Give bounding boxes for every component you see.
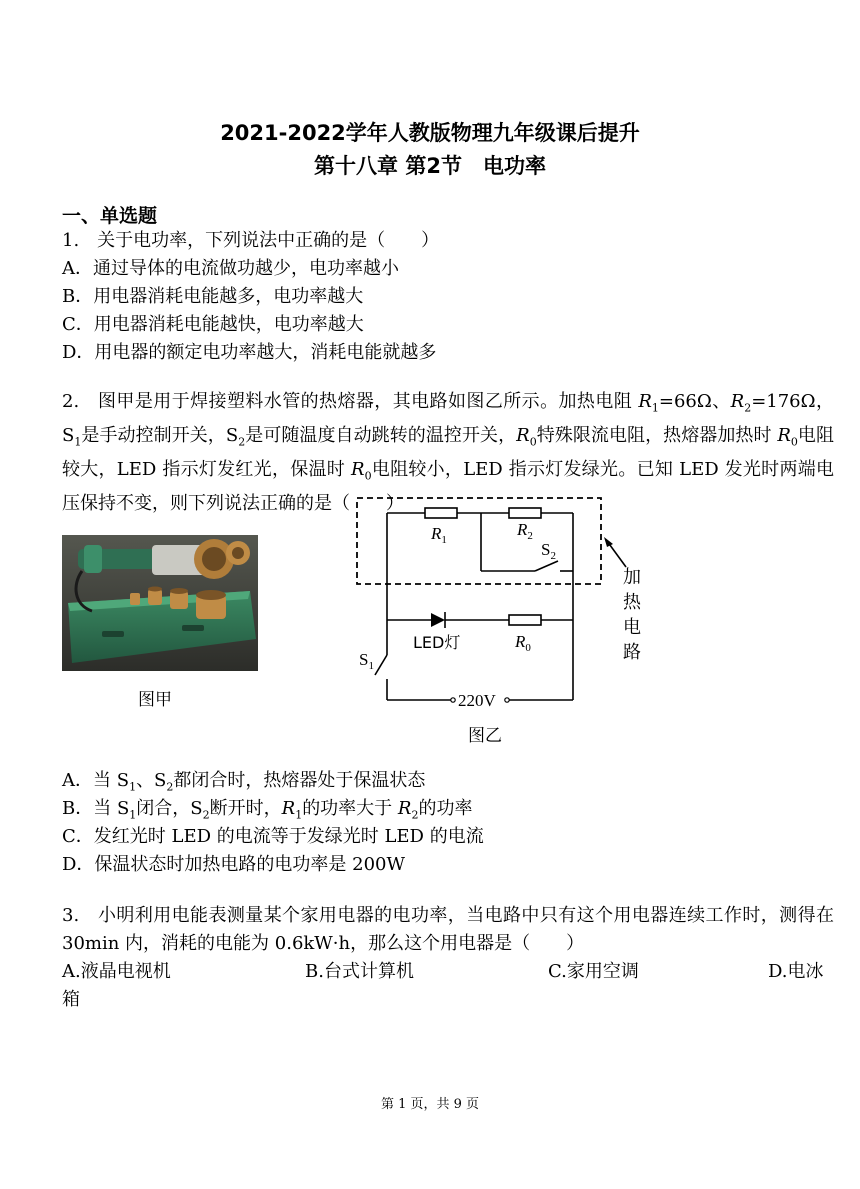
svg-text:220V: 220V <box>458 691 496 710</box>
q2-option-b: B．当 $S_1$闭合，$S_2$断开时，$R_1$的功率大于 $R_2$的功率 <box>62 798 473 822</box>
document-title-line1: 2021-2022学年人教版物理九年级课后提升 <box>220 121 640 145</box>
figure-a-caption: 图甲 <box>138 690 172 710</box>
q1-option-a: A．通过导体的电流做功越少，电功率越小 <box>62 258 399 279</box>
q1-option-c: C．用电器消耗电能越快，电功率越大 <box>62 314 364 335</box>
q3-option-d: D.电冰 <box>768 961 824 982</box>
q1-option-d: D．用电器的额定电功率越大，消耗电能就越多 <box>62 342 437 363</box>
svg-text:S2: $S_2$ <box>541 540 556 562</box>
q2-stem: 2. 图甲是用于焊接塑料水管的热熔器，其电路如图乙所示。加热电阻 $R_1=66\Omega$、$R_2=176\Omega$，$S_1$是手动控制开关，$S_2$是可随温度自动跳转的温控开关，$R_0$特殊限流电阻，热熔器加热时 $R_0$电阻较大，LED 指示灯发红光，保温时 $R_0$电阻较小，LED 指示灯发绿光。已知 LED 发光时两端电压保持不变，则下列说法正确的是（ ） <box>62 391 834 515</box>
q1-option-b: B．用电器消耗电能越多，电功率越大 <box>62 286 364 307</box>
q3-option-a: A.液晶电视机 <box>62 961 171 982</box>
q3-option-b: B.台式计算机 <box>305 961 414 982</box>
q2-option-c: C．发红光时 LED 的电流等于发绿光时 LED 的电流 <box>62 826 484 847</box>
svg-text:LED灯: LED灯 <box>413 633 461 652</box>
page-footer: 第 1 页，共 9 页 <box>380 1097 480 1112</box>
svg-text:热: 热 <box>623 592 641 613</box>
circuit-diagram <box>355 495 655 710</box>
q2-option-a: A．当 $S_1$、$S_2$都闭合时，热熔器处于保温状态 <box>62 770 426 794</box>
q3-stem: 3. 小明利用电能表测量某个家用电器的电功率，当电路中只有这个用电器连续工作时，测得在 30min 内，消耗的电能为 0.6kW·h，那么这个用电器是（ ） <box>62 905 834 954</box>
q2-option-d: D．保温状态时加热电路的电功率是 200W <box>62 854 406 875</box>
svg-text:电: 电 <box>623 617 641 638</box>
svg-text:S1: $S_1$ <box>359 650 374 672</box>
q3-option-d-wrap: 箱 <box>62 989 80 1010</box>
fusion-welder-photo <box>62 535 258 671</box>
svg-text:R0: $R_0$ <box>515 632 531 654</box>
q1-stem: 1. 关于电功率，下列说法中正确的是（ ） <box>62 230 440 251</box>
svg-text:R1: $R_1$ <box>431 524 447 546</box>
document-title-line2: 第十八章 第2节 电功率 <box>314 154 546 178</box>
figure-b-caption: 图乙 <box>468 726 502 746</box>
section-heading: 一、单选题 <box>62 205 158 227</box>
svg-text:路: 路 <box>623 642 641 663</box>
svg-text:R2: $R_2$ <box>517 520 533 542</box>
svg-text:加: 加 <box>623 567 641 588</box>
q3-option-c: C.家用空调 <box>548 961 639 982</box>
